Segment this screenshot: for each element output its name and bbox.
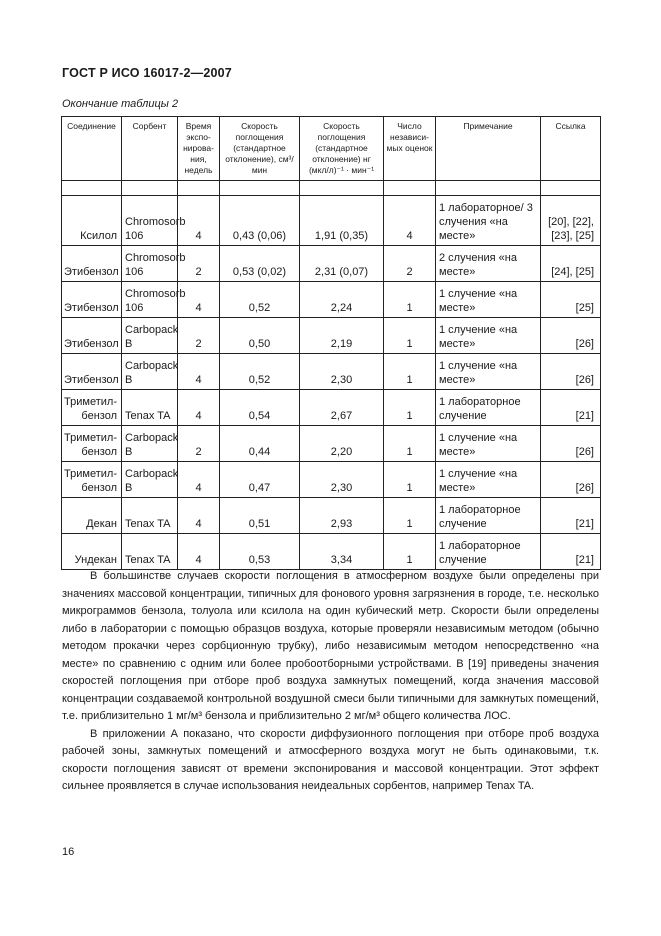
cell-rate2: 2,30	[300, 354, 384, 390]
cell-compound: Ундекан	[62, 534, 122, 570]
column-header: Соединение	[62, 117, 122, 181]
cell-compound: Этибензол	[62, 354, 122, 390]
cell-compound: Триметил-бензол	[62, 426, 122, 462]
cell-note: 1 случение «на месте»	[436, 354, 541, 390]
cell-n: 2	[384, 246, 436, 282]
cell-ref: [25]	[541, 282, 601, 318]
cell-note: 1 случение «на месте»	[436, 318, 541, 354]
cell-ref: [26]	[541, 462, 601, 498]
column-header: Ссылка	[541, 117, 601, 181]
cell-note: 1 случение «на месте»	[436, 282, 541, 318]
cell-sorbent: Tenax TA	[122, 534, 178, 570]
cell-note: 1 лабораторное случение	[436, 498, 541, 534]
cell-n: 1	[384, 426, 436, 462]
column-header: Время экспо-нирова-ния, недель	[178, 117, 220, 181]
cell-rate2: 2,19	[300, 318, 384, 354]
cell-rate2: 2,67	[300, 390, 384, 426]
cell-note: 1 лабораторное случение	[436, 390, 541, 426]
cell-compound: Триметил-бензол	[62, 390, 122, 426]
cell-weeks: 4	[178, 462, 220, 498]
cell-compound: Этибензол	[62, 282, 122, 318]
column-header: Скорость поглощения (стандартное отклонение), см³/мин	[220, 117, 300, 181]
cell-weeks: 4	[178, 534, 220, 570]
table-row	[62, 282, 601, 318]
table-row	[62, 390, 601, 426]
cell-compound: Этибензол	[62, 246, 122, 282]
cell-rate2: 2,20	[300, 426, 384, 462]
cell-n: 1	[384, 390, 436, 426]
cell-rate2: 2,24	[300, 282, 384, 318]
cell-sorbent: Carbopack B	[122, 318, 178, 354]
table-row	[62, 426, 601, 462]
cell-n: 1	[384, 354, 436, 390]
cell-weeks: 4	[178, 390, 220, 426]
table-header-row	[62, 117, 601, 181]
table-row	[62, 246, 601, 282]
cell-weeks: 4	[178, 282, 220, 318]
header-separator-row	[62, 181, 601, 196]
table-row	[62, 498, 601, 534]
cell-rate2: 2,31 (0,07)	[300, 246, 384, 282]
body-text	[62, 568, 599, 796]
cell-rate1: 0,43 (0,06)	[220, 196, 300, 246]
cell-note: 1 случение «на месте»	[436, 426, 541, 462]
cell-compound: Триметил-бензол	[62, 462, 122, 498]
cell-compound: Декан	[62, 498, 122, 534]
cell-ref: [26]	[541, 426, 601, 462]
cell-rate1: 0,50	[220, 318, 300, 354]
cell-ref: [21]	[541, 390, 601, 426]
cell-sorbent: Chromosorb 106	[122, 196, 178, 246]
cell-note: 2 случения «на месте»	[436, 246, 541, 282]
cell-rate1: 0,47	[220, 462, 300, 498]
table-row	[62, 462, 601, 498]
table-row	[62, 318, 601, 354]
cell-ref: [26]	[541, 318, 601, 354]
column-header: Число независи-мых оценок	[384, 117, 436, 181]
column-header: Сорбент	[122, 117, 178, 181]
paragraph: В приложении А показано, что скорости диффузионного поглощения при отборе проб воздуха рабочей зоны, замкнутых помещений и атмосферного воздуха могут не быть одинаковыми, т.к. скорости поглощения зависят от времени экспонирования и массовой концентрации. Этот эффект сильнее проявляется в случае использования неидеальных сорбентов, например Tenax TA.	[62, 727, 599, 792]
cell-weeks: 2	[178, 318, 220, 354]
cell-rate2: 3,34	[300, 534, 384, 570]
cell-compound: Этибензол	[62, 318, 122, 354]
cell-sorbent: Carbopack B	[122, 354, 178, 390]
cell-rate1: 0,51	[220, 498, 300, 534]
cell-ref: [21]	[541, 498, 601, 534]
table-row	[62, 534, 601, 570]
cell-ref: [21]	[541, 534, 601, 570]
cell-rate1: 0,53	[220, 534, 300, 570]
cell-n: 1	[384, 534, 436, 570]
table-caption: Окончание таблицы 2	[62, 98, 179, 110]
cell-sorbent: Carbopack B	[122, 462, 178, 498]
cell-weeks: 4	[178, 498, 220, 534]
cell-rate1: 0,52	[220, 354, 300, 390]
cell-sorbent: Chromosorb 106	[122, 282, 178, 318]
cell-ref: [20], [22], [23], [25]	[541, 196, 601, 246]
cell-sorbent: Chromosorb 106	[122, 246, 178, 282]
sorption-rate-table	[61, 116, 601, 570]
table-row	[62, 354, 601, 390]
cell-weeks: 2	[178, 426, 220, 462]
cell-rate1: 0,44	[220, 426, 300, 462]
cell-rate1: 0,54	[220, 390, 300, 426]
cell-rate1: 0,52	[220, 282, 300, 318]
cell-weeks: 4	[178, 354, 220, 390]
page-number: 16	[62, 846, 75, 858]
cell-note: 1 лабораторное случение	[436, 534, 541, 570]
cell-rate2: 2,30	[300, 462, 384, 498]
cell-note: 1 случение «на месте»	[436, 462, 541, 498]
paragraph: В большинстве случаев скорости поглощения в атмосферном воздухе были определены при значениях массовой концентрации, типичных для фонового уровня загрязнения в городе, т.е. несколько микрограммов бензола, толуола или ксилола на один кубический метр. Скорости были определены либо в лаборатории с помощью образцов воздуха, которые проверяли независимым методом (обычно методом прокачки через сорбционную трубку), либо независимым методом непосредственно «на месте» по сравнению с одним или более пробоотборными устройствами. В [19] приведены значения скоростей поглощения при отборе проб воздуха замкнутых помещений, когда значения массовой концентрации создаваемой контрольной воздушной смеси были типичными для замкнутых помещений, т.е. приблизительно 1 мг/м³ бензола и приблизительно 2 мг/м³ общего количества ЛОС.	[62, 570, 599, 722]
cell-n: 4	[384, 196, 436, 246]
cell-sorbent: Tenax TA	[122, 498, 178, 534]
cell-sorbent: Carbopack B	[122, 426, 178, 462]
cell-note: 1 лабораторное/ 3 случения «на месте»	[436, 196, 541, 246]
cell-rate2: 2,93	[300, 498, 384, 534]
table-row	[62, 196, 601, 246]
cell-n: 1	[384, 318, 436, 354]
cell-n: 1	[384, 498, 436, 534]
cell-weeks: 2	[178, 246, 220, 282]
cell-rate2: 1,91 (0,35)	[300, 196, 384, 246]
cell-n: 1	[384, 462, 436, 498]
column-header: Примечание	[436, 117, 541, 181]
document-title: ГОСТ Р ИСО 16017-2—2007	[62, 66, 232, 80]
cell-ref: [24], [25]	[541, 246, 601, 282]
cell-sorbent: Tenax TA	[122, 390, 178, 426]
cell-ref: [26]	[541, 354, 601, 390]
cell-n: 1	[384, 282, 436, 318]
column-header: Скорость поглощения (стандартное отклонение) нг (мкл/л)⁻¹ · мин⁻¹	[300, 117, 384, 181]
cell-rate1: 0,53 (0,02)	[220, 246, 300, 282]
cell-compound: Ксилол	[62, 196, 122, 246]
cell-weeks: 4	[178, 196, 220, 246]
